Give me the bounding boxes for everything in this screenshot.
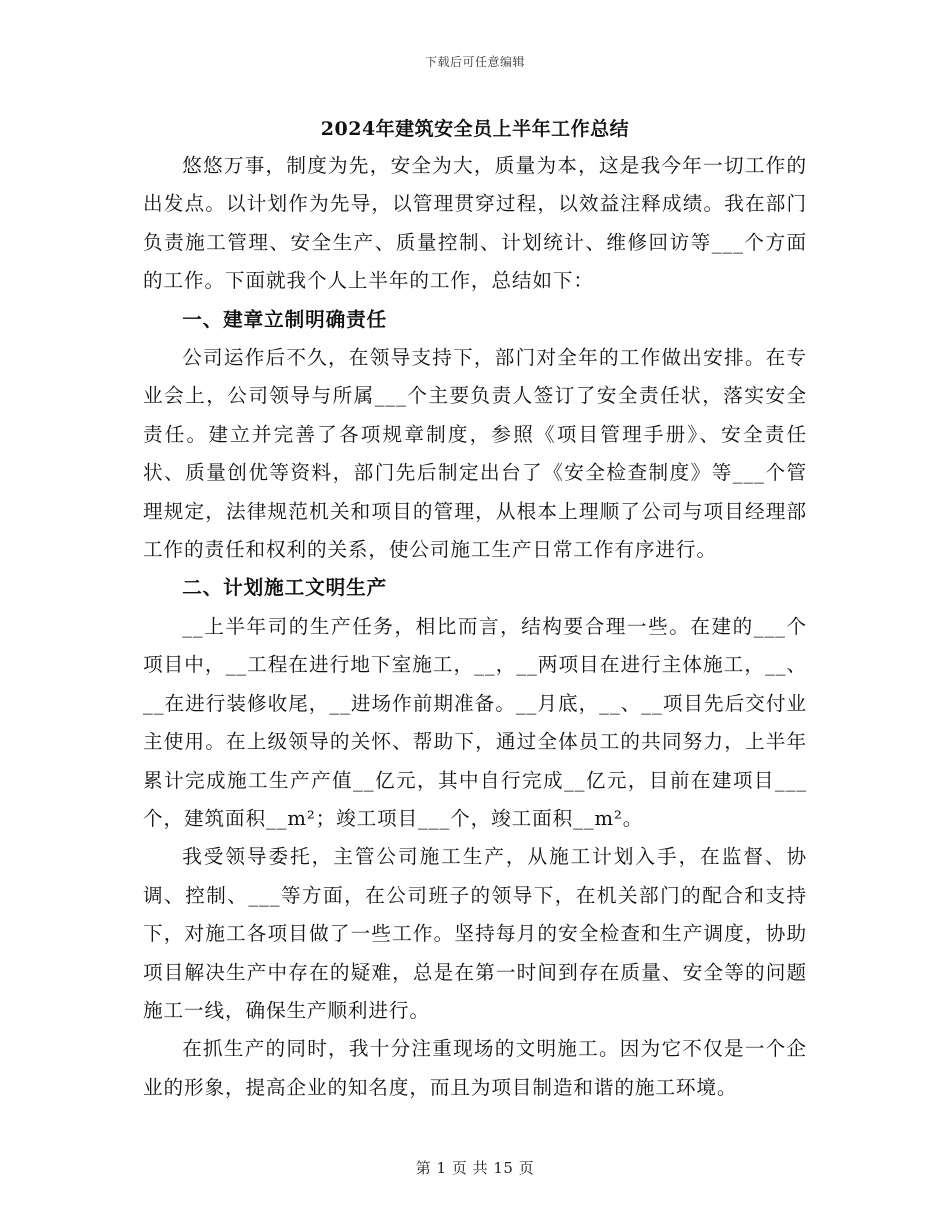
section1-paragraph-1: 公司运作后不久，在领导支持下，部门对全年的工作做出安排。在专业会上，公司领导与所属___个主要负责人签订了安全责任状，落实安全责任。建立并完善了各项规章制度，参照《项目管理手册》、安全责任状、质量创优等资料，部门先后制定出台了《安全检查制度》等___个管理规定，法律规范机关和项目的管理，从根本上理顺了公司与项目经理部工作的责任和权利的关系，使公司施工生产日常工作有序进行。	[143, 346, 807, 562]
section-heading-2: 二、计划施工文明生产	[182, 576, 388, 600]
section2-paragraph-3: 在抓生产的同时，我十分注重现场的文明施工。因为它不仅是一个企业的形象，提高企业的知名度，而且为项目制造和谐的施工环境。	[143, 1037, 807, 1099]
section2-paragraph-1: __上半年司的生产任务，相比而言，结构要合理一些。在建的___个项目中，__工程在进行地下室施工，__，__两项目在进行主体施工，__、__在进行装修收尾，__进场作前期准备。__月底，__、__项目先后交付业主使用。在上级领导的关怀、帮助下，通过全体员工的共同努力，上半年累计完成施工生产产值__亿元，其中自行完成__亿元，目前在建项目___个，建筑面积__m²；竣工项目___个，竣工面积__m²。	[143, 614, 807, 830]
section2-paragraph-2: 我受领导委托，主管公司施工生产，从施工计划入手，在监督、协调、控制、___等方面，在公司班子的领导下，在机关部门的配合和支持下，对施工各项目做了一些工作。坚持每月的安全检查和生产调度，协助项目解决生产中存在的疑难，总是在第一时间到存在质量、安全等的问题施工一线，确保生产顺利进行。	[143, 845, 807, 1022]
document-body	[143, 147, 807, 1107]
section-heading-1: 一、建章立制明确责任	[182, 307, 388, 331]
document-title: 2024年建筑安全员上半年工作总结	[320, 118, 630, 140]
intro-paragraph: 悠悠万事，制度为先，安全为大，质量为本，这是我今年一切工作的出发点。以计划作为先导，以管理贯穿过程，以效益注释成绩。我在部门负责施工管理、安全生产、质量控制、计划统计、维修回访等___个方面的工作。下面就我个人上半年的工作，总结如下：	[143, 154, 807, 293]
page-number: 第 1 页 共 15 页	[415, 1159, 535, 1177]
download-note: 下载后可任意编辑	[424, 55, 525, 69]
